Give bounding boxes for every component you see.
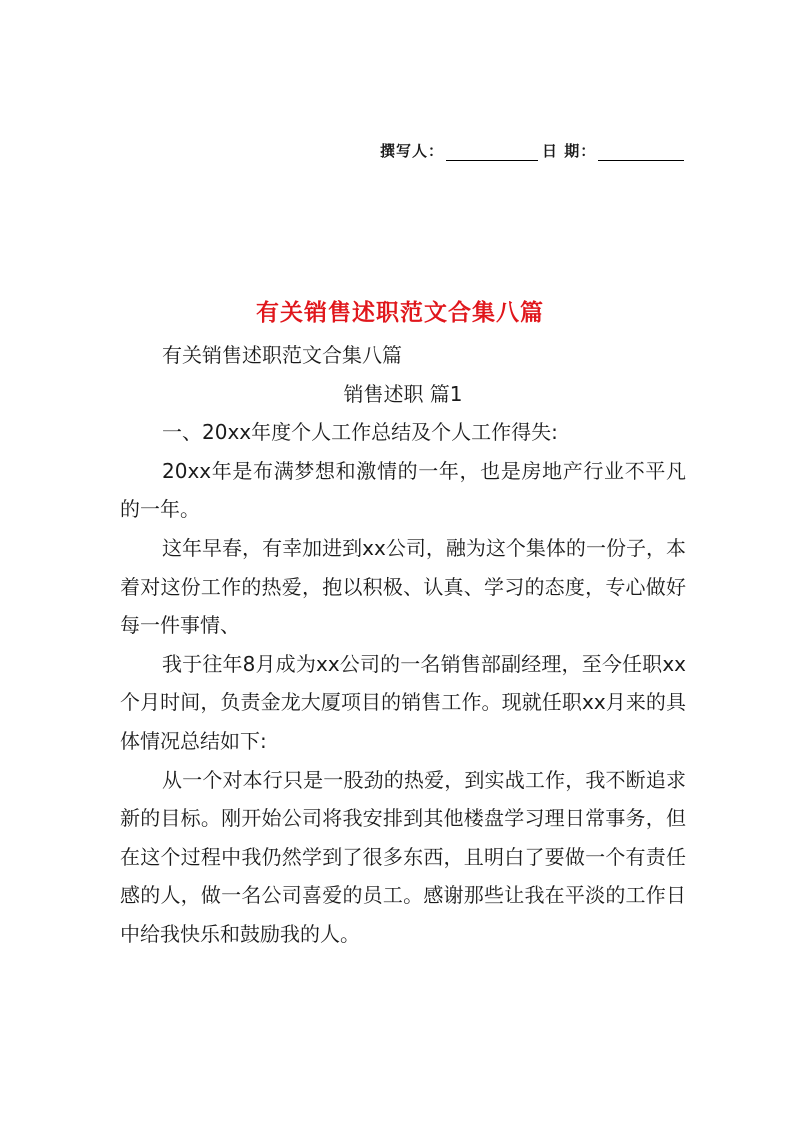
date-label: 日 期： <box>542 142 597 160</box>
date-blank <box>598 146 684 161</box>
document-subtitle: 有关销售述职范文合集八篇 <box>162 343 402 367</box>
paragraph: 这年早春，有幸加进到xx公司，融为这个集体的一份子，本着对这份工作的热爱，抱以积极、认真、学习的态度，专心做好每一件事情、 <box>120 535 686 638</box>
paragraph: 从一个对本行只是一股劲的热爱，到实战工作，我不断追求新的目标。刚开始公司将我安排到其他楼盘学习理日常事务，但在这个过程中我仍然学到了很多东西，且明白了要做一个有责任感的人，做一名公司喜爱的员工。感谢那些让我在平淡的工作日中给我快乐和鼓励我的人。 <box>120 767 686 946</box>
paragraph: 一、20xx年度个人工作总结及个人工作得失: <box>162 420 558 445</box>
document-title: 有关销售述职范文合集八篇 <box>256 300 544 326</box>
paragraph: 20xx年是布满梦想和激情的一年，也是房地产行业不平凡的一年。 <box>120 458 686 522</box>
author-date-line <box>380 140 684 161</box>
paragraph: 我于往年8月成为xx公司的一名销售部副经理，至今任职xx个月时间，负责金龙大厦项目的销售工作。现就任职xx月来的具体情况总结如下: <box>120 651 686 753</box>
section-heading: 销售述职 篇1 <box>343 381 463 406</box>
document-body <box>120 336 686 954</box>
author-blank <box>446 146 538 161</box>
author-label: 撰写人： <box>380 142 445 160</box>
